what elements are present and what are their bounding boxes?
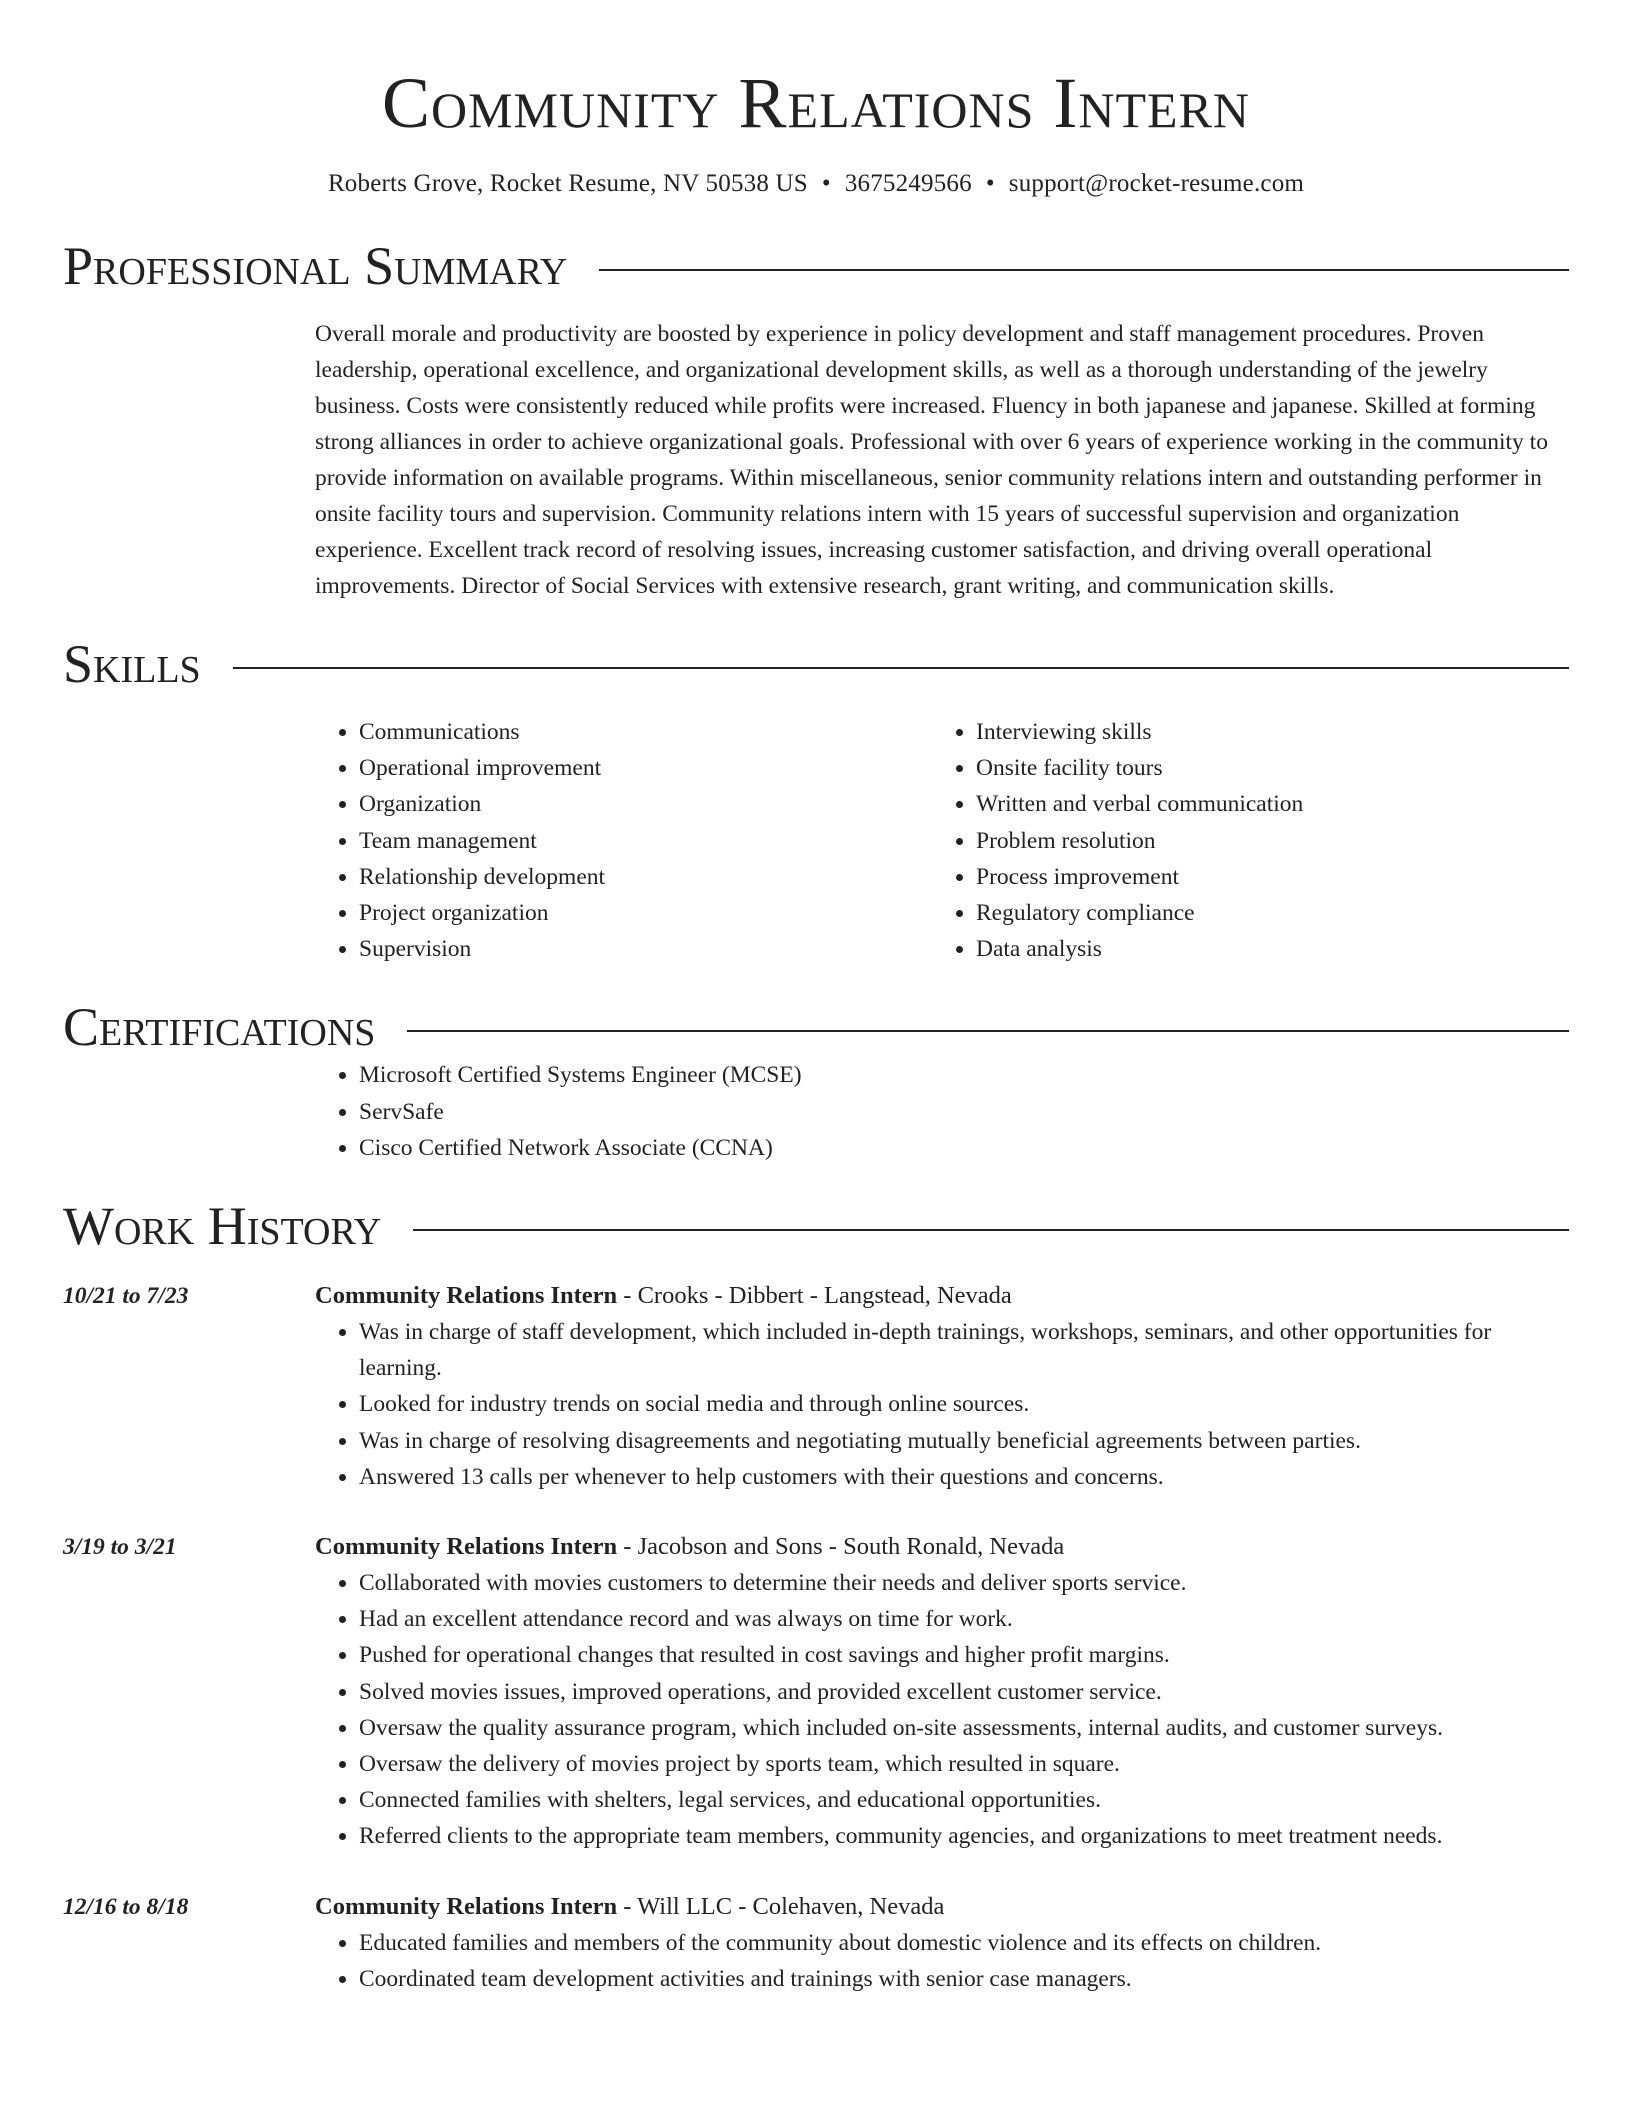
certifications-list [315, 1057, 1569, 1166]
contact-phone: 3675249566 [844, 170, 972, 197]
job-bullet: • Was in charge of staff development, which included in-depth trainings, workshops, seminars, and other opportunities for learning. [359, 1314, 1569, 1386]
job-bullet: • Pushed for operational changes that resulted in cost savings and higher profit margins. [359, 1637, 1569, 1673]
section-divider [599, 269, 1569, 271]
job-bullet: • Educated families and members of the community about domestic violence and its effects on children. [359, 1925, 1569, 1961]
skill-item: • Problem resolution [976, 823, 1549, 859]
skills-list-right [932, 714, 1549, 967]
job-bullet: • Referred clients to the appropriate team members, community agencies, and organizations to meet treatment needs. [359, 1818, 1569, 1854]
contact-line [63, 168, 1569, 200]
skills-section [315, 714, 1569, 967]
work-history-section-header [63, 1196, 1569, 1256]
certification-item: • Microsoft Certified Systems Engineer (MCSE) [359, 1057, 1569, 1093]
skill-item: • Project organization [359, 895, 932, 931]
job-title: Community Relations Intern [315, 1892, 618, 1920]
skill-item: • Onsite facility tours [976, 750, 1549, 786]
skills-column-left [315, 714, 932, 967]
job-bullet: • Answered 13 calls per whenever to help customers with their questions and concerns. [359, 1459, 1569, 1495]
job-row [63, 1529, 1569, 1855]
contact-separator: • [985, 170, 995, 197]
job-bullet: • Was in charge of resolving disagreements and negotiating mutually beneficial agreements between parties. [359, 1423, 1569, 1459]
job-bullet: • Solved movies issues, improved operations, and provided excellent customer service. [359, 1674, 1569, 1710]
skills-columns [315, 714, 1569, 967]
job-entry [63, 1278, 1569, 1495]
job-row [63, 1278, 1569, 1495]
skill-item: • Interviewing skills [976, 714, 1549, 750]
job-bullet: • Oversaw the delivery of movies project by sports team, which resulted in square. [359, 1746, 1569, 1782]
job-title: Community Relations Intern [315, 1282, 618, 1310]
skill-item: • Regulatory compliance [976, 895, 1549, 931]
job-dates: 12/16 to 8/18 [63, 1893, 189, 1920]
job-details [315, 1278, 1569, 1495]
job-employer: - Will LLC - Colehaven, Nevada [617, 1892, 945, 1920]
skills-section-header [63, 634, 1569, 694]
contact-address: Roberts Grove, Rocket Resume, NV 50538 US [327, 170, 808, 197]
skill-item: • Communications [359, 714, 932, 750]
contact-separator: • [821, 170, 831, 197]
job-employer: - Crooks - Dibbert - Langstead, Nevada [617, 1282, 1012, 1310]
skill-item: • Supervision [359, 931, 932, 967]
job-entry [63, 1889, 1569, 1997]
summary-section [315, 316, 1569, 604]
skills-list-left [315, 714, 932, 967]
certification-item: • Cisco Certified Network Associate (CCNA) [359, 1130, 1569, 1166]
job-details [315, 1889, 1569, 1997]
job-bullet: • Coordinated team development activities and trainings with senior case managers. [359, 1961, 1569, 1997]
section-divider [233, 667, 1569, 669]
job-dates: 10/21 to 7/23 [63, 1283, 189, 1310]
section-divider [413, 1229, 1569, 1231]
job-bullet: • Had an excellent attendance record and was always on time for work. [359, 1601, 1569, 1637]
job-entry [63, 1529, 1569, 1855]
certification-item: • ServSafe [359, 1094, 1569, 1130]
job-row [63, 1889, 1569, 1997]
job-title-line [315, 1529, 1569, 1565]
summary-section-header [63, 236, 1569, 296]
certifications-heading: Certifications [63, 997, 376, 1058]
job-title-line [315, 1278, 1569, 1314]
job-bullet: • Collaborated with movies customers to determine their needs and deliver sports service. [359, 1565, 1569, 1601]
job-bullet: • Looked for industry trends on social media and through online sources. [359, 1386, 1569, 1422]
summary-text: Overall morale and productivity are boosted by experience in policy development and staff management procedures. Proven leadership, operational excellence, and organizational development skills, as well as a thorough understanding of the jewelry business. Costs were consistently reduced while profits were increased. Fluency in both japanese and japanese. Skilled at forming strong alliances in order to achieve organizational goals. Professional with over 6 years of experience working in the community to provide information on available programs. Within miscellaneous, senior community relations intern and outstanding performer in onsite facility tours and supervision. Community relations intern with 15 years of successful supervision and organization experience. Excellent track record of resolving issues, increasing customer satisfaction, and driving overall operational improvements. Director of Social Services with extensive research, grant writing, and communication skills. [315, 321, 1548, 599]
job-dates: 3/19 to 3/21 [63, 1534, 177, 1561]
resume-name: Community Relations Intern [381, 63, 1251, 143]
skill-item: • Written and verbal communication [976, 786, 1549, 822]
skill-item: • Team management [359, 823, 932, 859]
skill-item: • Relationship development [359, 859, 932, 895]
skill-item: • Operational improvement [359, 750, 932, 786]
skills-heading: Skills [63, 634, 201, 694]
section-divider [407, 1030, 1569, 1032]
skill-item: • Organization [359, 786, 932, 822]
skill-item: • Process improvement [976, 859, 1549, 895]
job-bullet: • Oversaw the quality assurance program, which included on-site assessments, internal audits, and customer surveys. [359, 1710, 1569, 1746]
certifications-section [315, 1057, 1569, 1166]
skill-item: • Data analysis [976, 931, 1549, 967]
job-details [315, 1529, 1569, 1855]
contact-email: support@rocket-resume.com [1008, 170, 1305, 197]
job-bullets [315, 1314, 1569, 1495]
certifications-section-header [63, 997, 1569, 1057]
work-history-heading: Work History [63, 1196, 382, 1257]
skills-column-right [932, 714, 1549, 967]
job-title-line [315, 1889, 1569, 1925]
job-bullets [315, 1565, 1569, 1855]
job-employer: - Jacobson and Sons - South Ronald, Nevada [617, 1533, 1065, 1561]
job-bullets [315, 1925, 1569, 1997]
work-history-section [63, 1278, 1569, 1997]
job-bullet: • Connected families with shelters, legal services, and educational opportunities. [359, 1782, 1569, 1818]
summary-heading: Professional Summary [63, 236, 568, 296]
job-title: Community Relations Intern [315, 1533, 618, 1561]
